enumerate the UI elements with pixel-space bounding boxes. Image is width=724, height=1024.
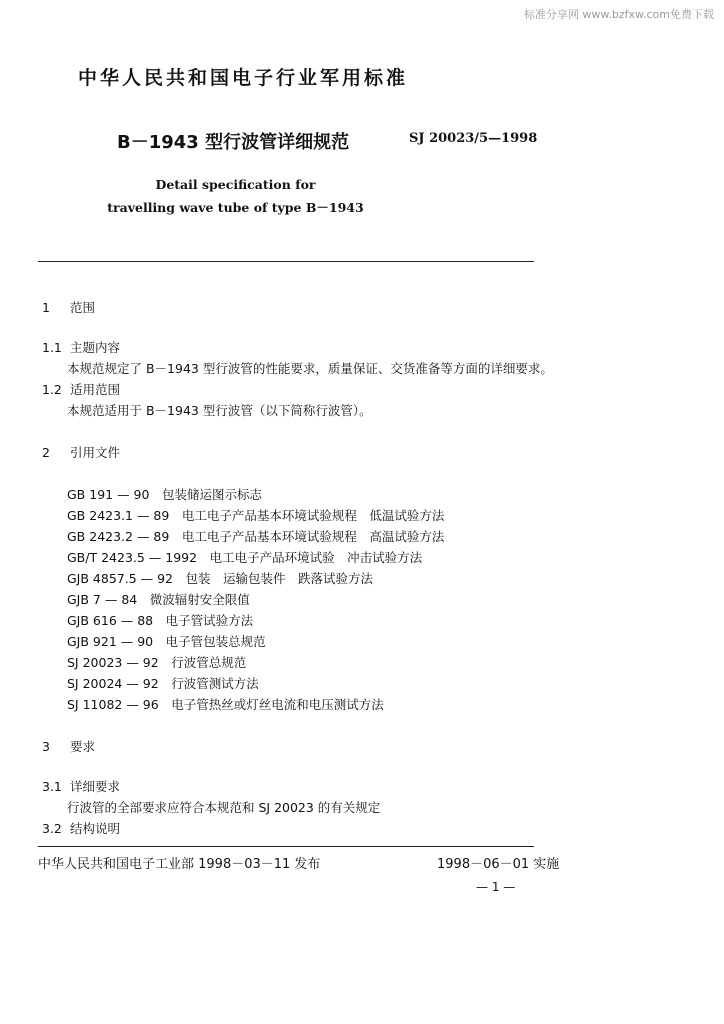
page-number: — 1 —	[476, 880, 516, 894]
section-2-heading	[42, 443, 120, 461]
section-3-1-body: 行波管的全部要求应符合本规范和 SJ 20023 的有关规定	[67, 800, 381, 815]
section-number: 3	[42, 739, 50, 754]
english-title-line1: Detail specification for	[155, 177, 316, 192]
section-title: 引用文件	[70, 445, 121, 460]
reference-item: GJB 616 — 88 电子管试验方法	[67, 613, 254, 628]
section-1-2-body: 本规范适用于 B－1943 型行波管（以下简称行波管）。	[67, 403, 372, 418]
section-number: 1	[42, 300, 50, 315]
section-title: 适用范围	[70, 382, 121, 397]
section-number: 3.2	[42, 821, 62, 836]
reference-item: GB 191 — 90 包装储运图示标志	[67, 487, 262, 502]
section-title: 主题内容	[70, 340, 121, 355]
section-number: 2	[42, 445, 50, 460]
section-number: 3.1	[42, 779, 62, 794]
footer-divider	[38, 846, 534, 847]
section-1-heading	[42, 298, 95, 316]
section-number: 1.1	[42, 340, 62, 355]
reference-item: GJB 4857.5 — 92 包装 运输包装件 跌落试验方法	[67, 571, 374, 586]
reference-item: GJB 921 — 90 电子管包装总规范	[67, 634, 266, 649]
section-1-1-heading	[42, 338, 120, 356]
section-3-heading	[42, 737, 95, 755]
section-3-1-heading	[42, 777, 120, 795]
reference-item: SJ 11082 — 96 电子管热丝或灯丝电流和电压测试方法	[67, 697, 384, 712]
english-title-line2: travelling wave tube of type B－1943	[107, 200, 364, 215]
effective-date: 1998－06－01 实施	[437, 857, 560, 872]
section-number: 1.2	[42, 382, 62, 397]
section-title: 详细要求	[70, 779, 121, 794]
standard-code: SJ 20023/5—1998	[409, 131, 538, 146]
top-divider	[38, 261, 534, 262]
watermark: 标准分享网 www.bzfxw.com免费下载	[523, 8, 714, 21]
reference-item: SJ 20024 — 92 行波管测试方法	[67, 676, 259, 691]
section-title: 范围	[70, 300, 96, 315]
document-header: 中华人民共和国电子行业军用标准	[78, 67, 409, 89]
document-title: B－1943 型行波管详细规范	[117, 132, 350, 153]
section-1-1-body: 本规范规定了 B－1943 型行波管的性能要求，质量保证、交货准备等方面的详细要求。	[67, 361, 553, 376]
reference-item: GB 2423.1 — 89 电工电子产品基本环境试验规程 低温试验方法	[67, 508, 445, 523]
reference-item: GJB 7 — 84 微波辐射安全限值	[67, 592, 250, 607]
section-title: 结构说明	[70, 821, 121, 836]
issue-date: 中华人民共和国电子工业部 1998－03－11 发布	[38, 857, 321, 872]
section-1-2-heading	[42, 380, 120, 398]
reference-item: GB/T 2423.5 — 1992 电工电子产品环境试验 冲击试验方法	[67, 550, 423, 565]
section-title: 要求	[70, 739, 96, 754]
reference-item: GB 2423.2 — 89 电工电子产品基本环境试验规程 高温试验方法	[67, 529, 445, 544]
section-3-2-heading	[42, 819, 120, 837]
reference-item: SJ 20023 — 92 行波管总规范	[67, 655, 247, 670]
